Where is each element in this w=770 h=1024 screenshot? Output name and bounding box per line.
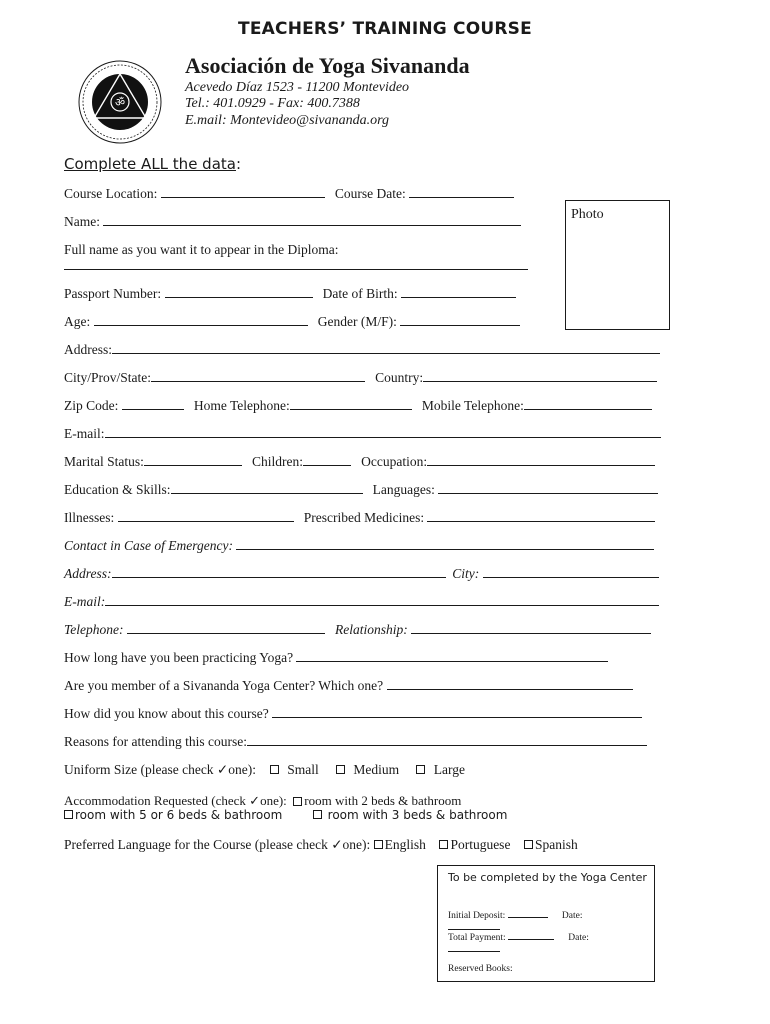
row-uniform [64, 762, 465, 778]
row-emergency [64, 538, 654, 554]
zip-label: Zip Code: [64, 398, 119, 413]
diploma-name-label: Full name as you want it to appear in the Diploma: [64, 242, 339, 257]
occupation-field[interactable] [427, 454, 655, 466]
em-city-field[interactable] [483, 566, 659, 578]
em-relation-label: Relationship: [335, 622, 408, 637]
row-passport [64, 286, 516, 302]
illnesses-label: Illnesses: [64, 510, 115, 525]
em-address-field[interactable] [112, 566, 446, 578]
passport-label: Passport Number: [64, 286, 162, 301]
row-address [64, 342, 660, 358]
row-em-email [64, 594, 659, 610]
accommodation-label: Accommodation Requested (check ✓one): [64, 793, 287, 808]
age-label: Age: [64, 314, 91, 329]
email-field[interactable] [105, 426, 661, 438]
uniform-medium-label: Medium [353, 762, 400, 777]
row-language [64, 837, 578, 853]
know-field[interactable] [272, 706, 642, 718]
country-field[interactable] [423, 370, 657, 382]
total-payment-label: Total Payment: [448, 933, 506, 943]
om-emblem-icon [72, 60, 168, 144]
home-tel-label: Home Telephone: [193, 398, 290, 413]
know-label: How did you know about this course? [64, 706, 269, 721]
org-phone: Tel.: 401.0929 - Fax: 400.7388 [185, 96, 360, 111]
initial-deposit-field[interactable] [508, 909, 548, 918]
birth-label: Date of Birth: [322, 286, 398, 301]
office-heading: To be completed by the Yoga Center [448, 871, 647, 884]
accommodation-block [64, 793, 507, 823]
name-field[interactable] [103, 214, 521, 226]
uniform-small-checkbox[interactable] [270, 765, 279, 774]
row-member [64, 678, 633, 694]
instruction-text: Complete ALL the data [64, 155, 236, 173]
row-age [64, 314, 520, 330]
accom-5beds-checkbox[interactable] [64, 810, 73, 819]
em-relation-field[interactable] [411, 622, 651, 634]
row-city [64, 370, 657, 386]
uniform-small-label: Small [287, 762, 319, 777]
lang-english-label: English [384, 837, 426, 852]
row-know [64, 706, 642, 722]
country-label: Country: [375, 370, 424, 385]
office-payment-date-line [448, 943, 500, 955]
row-reasons [64, 734, 647, 750]
row-yoga-time [64, 650, 608, 666]
photo-box[interactable] [565, 200, 670, 330]
birth-field[interactable] [401, 286, 516, 298]
course-location-field[interactable] [161, 186, 325, 198]
address-label: Address: [64, 342, 112, 357]
city-field[interactable] [151, 370, 365, 382]
uniform-large-label: Large [433, 762, 465, 777]
home-tel-field[interactable] [290, 398, 412, 410]
deposit-date-label: Date: [561, 911, 583, 921]
gender-field[interactable] [400, 314, 520, 326]
em-email-label: E-mail: [64, 594, 106, 609]
lang-spanish-label: Spanish [534, 837, 578, 852]
instruction [64, 155, 241, 173]
course-date-field[interactable] [409, 186, 514, 198]
age-field[interactable] [94, 314, 308, 326]
deposit-date-field[interactable] [448, 921, 500, 930]
emergency-field[interactable] [236, 538, 654, 550]
reasons-label: Reasons for attending this course: [64, 734, 247, 749]
accom-3beds-label: room with 3 beds & bathroom [327, 808, 508, 822]
office-use-box [437, 865, 655, 982]
office-books-row [448, 964, 513, 974]
diploma-name-field[interactable] [64, 258, 528, 270]
row-diploma [64, 242, 338, 258]
row-em-tel [64, 622, 651, 638]
lang-portuguese-label: Portuguese [450, 837, 511, 852]
accom-3beds-checkbox[interactable] [313, 810, 322, 819]
row-marital [64, 454, 655, 470]
emergency-label: Contact in Case of Emergency: [64, 538, 233, 553]
language-label: Preferred Language for the Course (please check ✓one): [64, 837, 371, 852]
em-address-label: Address: [64, 566, 112, 581]
initial-deposit-label: Initial Deposit: [448, 911, 506, 921]
occupation-label: Occupation: [361, 454, 428, 469]
row-course [64, 186, 514, 202]
education-label: Education & Skills: [64, 482, 171, 497]
lang-portuguese-checkbox[interactable] [439, 840, 448, 849]
accom-2beds-checkbox[interactable] [293, 797, 302, 806]
org-name: Asociación de Yoga Sivananda [185, 53, 470, 78]
member-label: Are you member of a Sivananda Yoga Center? Which one? [64, 678, 384, 693]
uniform-large-checkbox[interactable] [416, 765, 425, 774]
mobile-tel-label: Mobile Telephone: [421, 398, 524, 413]
org-address: Acevedo Díaz 1523 - 11200 Montevideo [185, 80, 410, 95]
marital-field[interactable] [144, 454, 242, 466]
payment-date-label: Date: [568, 933, 589, 943]
uniform-label: Uniform Size (please check ✓one): [64, 762, 256, 777]
accom-5beds-label: room with 5 or 6 beds & bathroom [75, 808, 283, 822]
form-title: TEACHERS’ TRAINING COURSE [238, 19, 532, 39]
course-location-label: Course Location: [64, 186, 158, 201]
payment-date-field[interactable] [448, 943, 500, 952]
row-name [64, 214, 521, 230]
accom-2beds-label: room with 2 beds & bathroom [304, 793, 462, 808]
row-education [64, 482, 658, 498]
zip-field[interactable] [122, 398, 184, 410]
svg-text:ॐ: ॐ [114, 96, 126, 109]
uniform-medium-checkbox[interactable] [336, 765, 345, 774]
gender-label: Gender (M/F): [317, 314, 397, 329]
passport-field[interactable] [165, 286, 313, 298]
medicines-label: Prescribed Medicines: [303, 510, 425, 525]
name-label: Name: [64, 214, 100, 229]
row-diploma-line [64, 258, 528, 274]
photo-label: Photo [571, 207, 604, 222]
address-field[interactable] [112, 342, 660, 354]
marital-label: Marital Status: [64, 454, 144, 469]
instruction-colon: : [235, 155, 242, 173]
languages-field[interactable] [438, 482, 658, 494]
row-email [64, 426, 661, 442]
children-field[interactable] [303, 454, 351, 466]
row-em-address [64, 566, 659, 582]
em-tel-label: Telephone: [64, 622, 124, 637]
city-label: City/Prov/State: [64, 370, 152, 385]
member-field[interactable] [387, 678, 633, 690]
reserved-books-label: Reserved Books: [448, 964, 513, 974]
org-email: E.mail: Montevideo@sivananda.org [185, 113, 390, 128]
row-phone [64, 398, 652, 414]
yoga-time-field[interactable] [296, 650, 608, 662]
mobile-tel-field[interactable] [524, 398, 652, 410]
office-payment-row [448, 931, 589, 943]
education-field[interactable] [171, 482, 363, 494]
total-payment-field[interactable] [508, 931, 554, 940]
course-date-label: Course Date: [334, 186, 406, 201]
office-deposit-row [448, 909, 582, 921]
yoga-time-label: How long have you been practicing Yoga? [64, 650, 294, 665]
email-label: E-mail: [64, 426, 105, 441]
row-illnesses [64, 510, 655, 526]
lang-english-checkbox[interactable] [374, 840, 383, 849]
lang-spanish-checkbox[interactable] [524, 840, 533, 849]
reasons-field[interactable] [247, 734, 647, 746]
em-tel-field[interactable] [127, 622, 325, 634]
languages-label: Languages: [372, 482, 435, 497]
em-city-label: City: [452, 566, 480, 581]
children-label: Children: [252, 454, 303, 469]
medicines-field[interactable] [427, 510, 655, 522]
em-email-field[interactable] [105, 594, 659, 606]
illnesses-field[interactable] [118, 510, 294, 522]
